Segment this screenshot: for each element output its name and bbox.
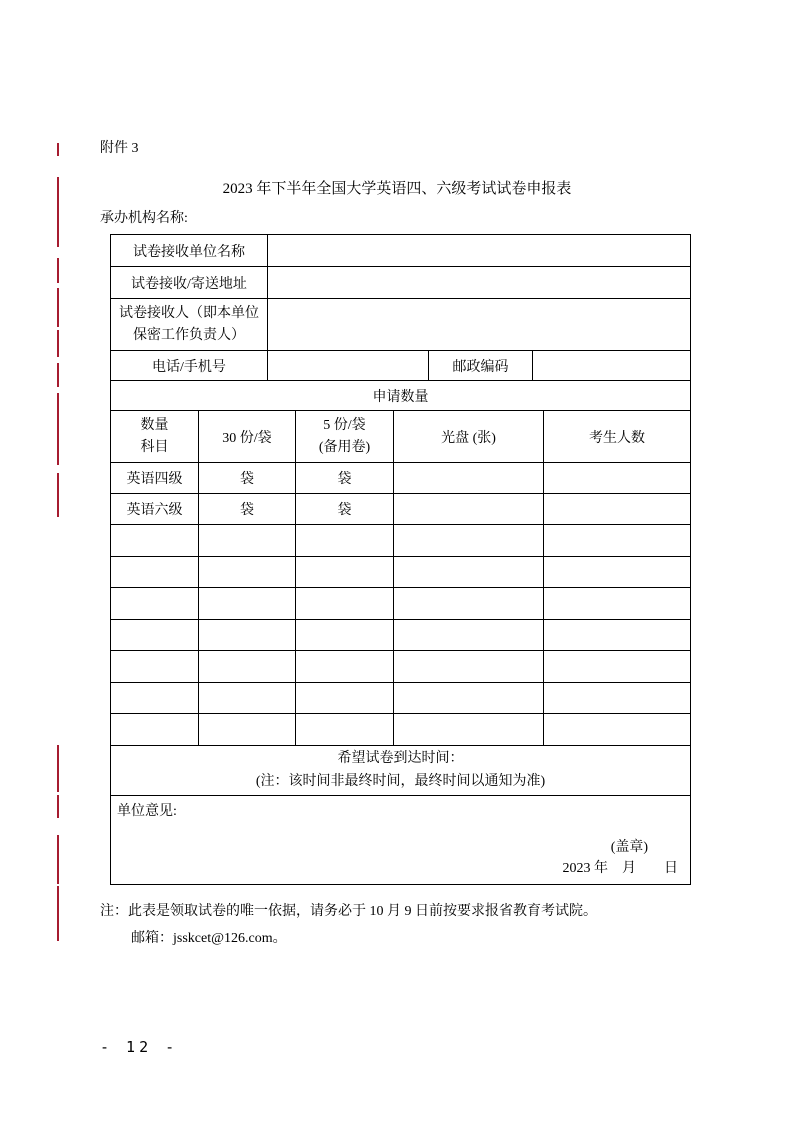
corner-header-cell xyxy=(111,411,199,463)
empty-cell[interactable] xyxy=(394,651,544,683)
unit-opinion-label: 单位意见: xyxy=(117,803,177,819)
corner-quantity-label: 数量 xyxy=(140,417,169,433)
revision-bar xyxy=(57,473,59,517)
empty-cell[interactable] xyxy=(394,588,544,620)
empty-cell[interactable] xyxy=(296,619,394,651)
empty-cell[interactable] xyxy=(394,525,544,557)
col-header-5-line2: (备用卷) xyxy=(318,439,371,455)
revision-bar xyxy=(57,886,59,941)
table-header-row xyxy=(111,411,691,463)
empty-cell[interactable] xyxy=(199,651,296,683)
col-header-discs: 光盘 (张) xyxy=(394,411,544,463)
empty-cell[interactable] xyxy=(111,525,199,557)
empty-table-row xyxy=(111,588,691,620)
receiver-label xyxy=(111,299,268,351)
empty-cell[interactable] xyxy=(199,619,296,651)
empty-cell[interactable] xyxy=(544,619,691,651)
revision-bar xyxy=(57,393,59,465)
table-row-cet6 xyxy=(111,494,691,525)
discs-cell[interactable] xyxy=(394,494,544,525)
page-number: - 12 - xyxy=(100,1038,179,1056)
candidates-cell[interactable] xyxy=(544,463,691,494)
revision-bar xyxy=(57,745,59,792)
bags30-cell[interactable]: 袋 xyxy=(199,494,296,525)
empty-cell[interactable] xyxy=(394,714,544,746)
table-row xyxy=(111,745,691,795)
corner-subject-label: 科目 xyxy=(140,439,169,455)
address-value-cell[interactable] xyxy=(268,267,691,299)
attachment-label: 附件 3 xyxy=(100,141,139,156)
subject-cell: 英语四级 xyxy=(111,463,199,494)
application-form-table xyxy=(110,234,691,885)
empty-cell[interactable] xyxy=(111,556,199,588)
receiving-unit-label: 试卷接收单位名称 xyxy=(111,235,268,267)
revision-bar xyxy=(57,288,59,327)
quantity-section-title: 申请数量 xyxy=(111,381,691,411)
postcode-value-cell[interactable] xyxy=(533,351,691,381)
empty-cell[interactable] xyxy=(544,682,691,714)
empty-cell[interactable] xyxy=(394,619,544,651)
receiver-label-line2: 保密工作负责人） xyxy=(133,327,245,343)
seal-label: (盖章) xyxy=(610,839,649,855)
empty-cell[interactable] xyxy=(544,525,691,557)
col-header-5-per-bag xyxy=(296,411,394,463)
empty-cell[interactable] xyxy=(296,525,394,557)
candidates-cell[interactable] xyxy=(544,494,691,525)
revision-bar xyxy=(57,177,59,247)
organizer-name-label: 承办机构名称: xyxy=(100,211,188,226)
empty-cell[interactable] xyxy=(544,588,691,620)
bags5-cell[interactable]: 袋 xyxy=(296,463,394,494)
empty-table-row xyxy=(111,682,691,714)
arrival-time-note: (注：该时间非最终时间，最终时间以通知为准) xyxy=(255,774,546,789)
table-row-cet4 xyxy=(111,463,691,494)
document-title: 2023 年下半年全国大学英语四、六级考试试卷申报表 xyxy=(222,181,572,197)
empty-cell[interactable] xyxy=(394,556,544,588)
empty-cell[interactable] xyxy=(296,651,394,683)
table-row xyxy=(111,795,691,884)
empty-cell[interactable] xyxy=(199,714,296,746)
subject-cell: 英语六级 xyxy=(111,494,199,525)
receiver-value-cell[interactable] xyxy=(268,299,691,351)
footnote-line1: 注：此表是领取试卷的唯一依据，请务必于 10 月 9 日前按要求报省教育考试院。 xyxy=(100,904,597,919)
table-row xyxy=(111,299,691,351)
postcode-label: 邮政编码 xyxy=(429,351,533,381)
empty-cell[interactable] xyxy=(199,556,296,588)
empty-cell[interactable] xyxy=(199,525,296,557)
empty-cell[interactable] xyxy=(111,651,199,683)
empty-cell[interactable] xyxy=(544,714,691,746)
table-row xyxy=(111,235,691,267)
revision-bar xyxy=(57,143,59,156)
empty-cell[interactable] xyxy=(544,556,691,588)
empty-table-row xyxy=(111,619,691,651)
receiving-unit-value-cell[interactable] xyxy=(268,235,691,267)
empty-table-row xyxy=(111,714,691,746)
empty-table-row xyxy=(111,525,691,557)
footnote-line2-email: 邮箱：jsskcet@126.com。 xyxy=(131,931,287,946)
table-row xyxy=(111,267,691,299)
footnote xyxy=(100,898,710,952)
discs-cell[interactable] xyxy=(394,463,544,494)
table-row xyxy=(111,351,691,381)
empty-cell[interactable] xyxy=(394,682,544,714)
revision-bar xyxy=(57,795,59,818)
col-header-candidates: 考生人数 xyxy=(544,411,691,463)
bags5-cell[interactable]: 袋 xyxy=(296,494,394,525)
unit-opinion-cell[interactable] xyxy=(111,795,691,884)
col-header-5-line1: 5 份/袋 xyxy=(323,417,366,433)
arrival-time-cell[interactable] xyxy=(111,745,691,795)
revision-bar xyxy=(57,835,59,884)
empty-table-row xyxy=(111,556,691,588)
empty-cell[interactable] xyxy=(296,588,394,620)
empty-cell[interactable] xyxy=(199,588,296,620)
empty-cell[interactable] xyxy=(199,682,296,714)
empty-cell[interactable] xyxy=(111,682,199,714)
empty-cell[interactable] xyxy=(296,714,394,746)
phone-value-cell[interactable] xyxy=(268,351,429,381)
phone-label: 电话/手机号 xyxy=(111,351,268,381)
col-header-30-per-bag: 30 份/袋 xyxy=(199,411,296,463)
empty-cell[interactable] xyxy=(111,714,199,746)
empty-cell[interactable] xyxy=(296,682,394,714)
bags30-cell[interactable]: 袋 xyxy=(199,463,296,494)
empty-cell[interactable] xyxy=(111,619,199,651)
empty-table-row xyxy=(111,651,691,683)
empty-cell[interactable] xyxy=(111,588,199,620)
revision-bar xyxy=(57,330,59,357)
date-line: 2023 年 月 日 xyxy=(562,860,679,876)
arrival-time-label: 希望试卷到达时间： xyxy=(337,751,464,766)
address-label: 试卷接收/寄送地址 xyxy=(111,267,268,299)
table-row xyxy=(111,381,691,411)
empty-cell[interactable] xyxy=(544,651,691,683)
empty-cell[interactable] xyxy=(296,556,394,588)
revision-bar xyxy=(57,258,59,283)
revision-bar xyxy=(57,363,59,387)
receiver-label-line1: 试卷接收人（即本单位 xyxy=(119,305,259,321)
